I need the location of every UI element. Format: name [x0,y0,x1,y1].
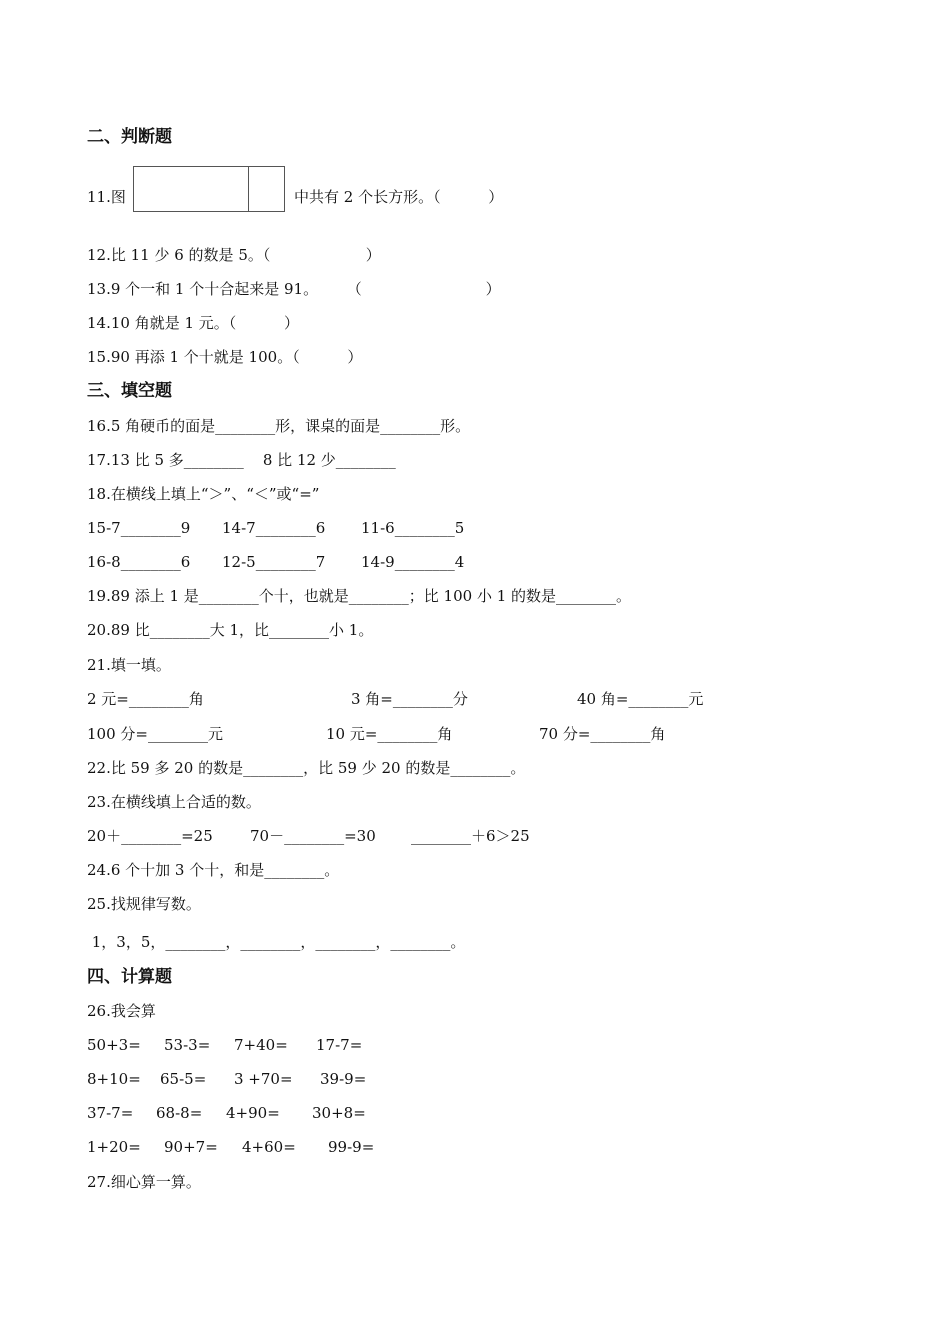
q23-item: ________＋6＞25 [411,827,530,845]
question-27: 27.细心算一算。 [87,1173,201,1191]
question-15: 15.90 再添 1 个十就是 100。（ ） [87,348,363,366]
q21-item: 100 分=________元 [87,725,223,743]
q23-item: 20＋________=25 [87,827,213,845]
question-13: 13.9 个一和 1 个十合起来是 91。 （ ） [87,280,501,298]
q23-item: 70－________=30 [250,827,376,845]
q18-item: 16-8________6 [87,553,191,571]
question-11-prefix: 11.图 [87,188,126,206]
q18-item: 15-7________9 [87,519,191,537]
calc-item: 39-9= [320,1070,367,1088]
calc-item: 7+40= [234,1036,288,1054]
calc-item: 37-7= [87,1104,134,1122]
question-25-prompt: 25.找规律写数。 [87,895,201,913]
q21-item: 40 角=________元 [577,690,704,708]
calc-item: 3 +70= [234,1070,293,1088]
question-11-suffix: 中共有 2 个长方形。（ ） [294,188,504,206]
calc-item: 90+7= [164,1138,218,1156]
rectangle-divider [248,167,249,211]
rectangle-figure [133,166,285,212]
question-24: 24.6 个十加 3 个十，和是________。 [87,861,340,879]
calc-item: 17-7= [316,1036,363,1054]
q18-item: 14-7________6 [222,519,326,537]
q21-item: 10 元=________角 [326,725,453,743]
question-16: 16.5 角硬币的面是________形，课桌的面是________形。 [87,417,471,435]
calc-item: 50+3= [87,1036,141,1054]
calc-item: 99-9= [328,1138,375,1156]
question-12: 12.比 11 少 6 的数是 5。（ ） [87,246,381,264]
calc-item: 4+60= [242,1138,296,1156]
q18-item: 14-9________4 [361,553,465,571]
q21-item: 70 分=________角 [539,725,666,743]
calc-item: 53-3= [164,1036,211,1054]
question-14: 14.10 角就是 1 元。（ ） [87,314,299,332]
calc-item: 4+90= [226,1104,280,1122]
question-20: 20.89 比________大 1，比________小 1。 [87,621,374,639]
q18-item: 12-5________7 [222,553,326,571]
section-heading-judge: 二、判断题 [87,127,172,147]
question-18-prompt: 18.在横线上填上“＞”、“＜”或“=” [87,485,320,503]
question-19: 19.89 添上 1 是________个十，也就是________；比 100 小 1 的数是________。 [87,587,632,605]
question-26-prompt: 26.我会算 [87,1002,156,1020]
question-25-sequence: 1，3，5，________，________，________，________。 [87,933,466,951]
q21-item: 2 元=________角 [87,690,204,708]
calc-item: 30+8= [312,1104,366,1122]
question-17: 17.13 比 5 多________ 8 比 12 少________ [87,451,396,469]
calc-item: 65-5= [160,1070,207,1088]
question-21-prompt: 21.填一填。 [87,656,171,674]
section-heading-calc: 四、计算题 [87,967,172,987]
calc-item: 68-8= [156,1104,203,1122]
q18-item: 11-6________5 [361,519,465,537]
question-23-prompt: 23.在横线填上合适的数。 [87,793,261,811]
calc-item: 8+10= [87,1070,141,1088]
question-22: 22.比 59 多 20 的数是________，比 59 少 20 的数是________。 [87,759,526,777]
calc-item: 1+20= [87,1138,141,1156]
q21-item: 3 角=________分 [351,690,468,708]
section-heading-fill: 三、填空题 [87,381,172,401]
